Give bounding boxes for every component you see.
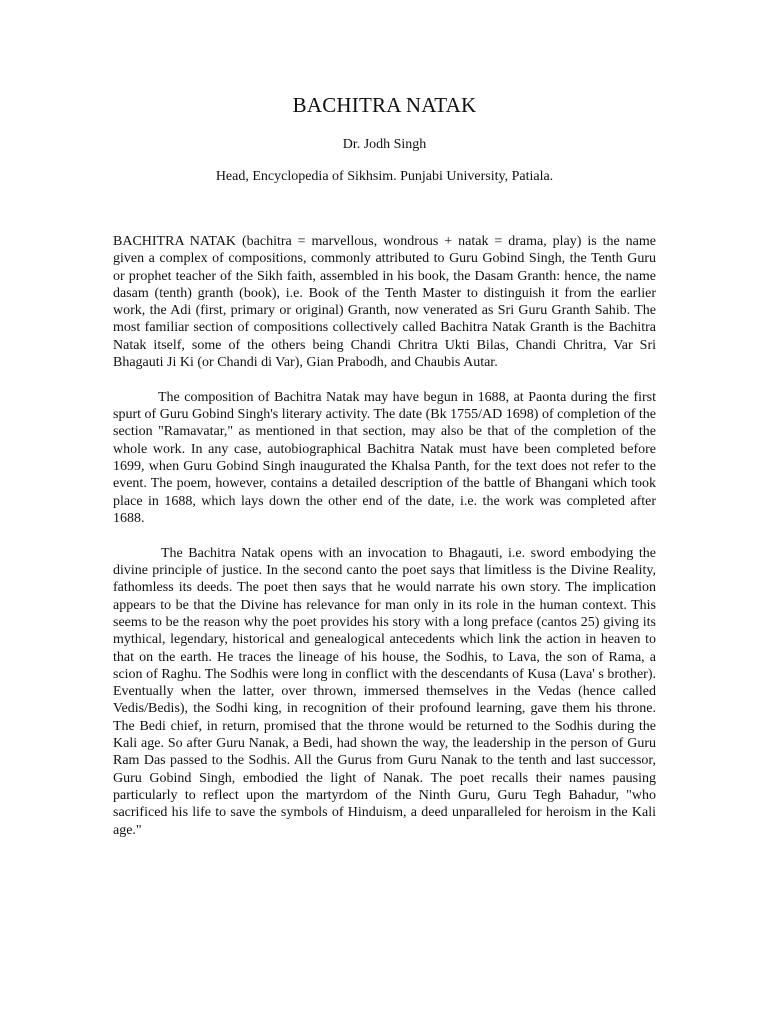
paragraph-composition-date: The composition of Bachitra Natak may have begun in 1688, at Paonta during the first spurt of Guru Gobind Singh's literary activity. The date (Bk 1755/AD 1698) of completion of the section "Ramavatar," as mentioned in that section, may also be that of the completion of the whole work. In any case, autobiographical Bachitra Natak must have been completed before 1699, when Guru Gobind Singh inaugurated the Khalsa Panth, for the text does not refer to the event. The poem, however, contains a detailed description of the battle of Bhangani which took place in 1688, which lays down the other end of the date, i.e. the work was completed after 1688.: [113, 389, 656, 526]
paragraph-intro: BACHITRA NATAK (bachitra = marvellous, wondrous + natak = drama, play) is the name given a complex of compositions, commonly attributed to Guru Gobind Singh, the Tenth Guru or prophet teacher of the Sikh faith, assembled in his book, the Dasam Granth: hence, the name dasam (tenth) granth (book), i.e. Book of the Tenth Master to distinguish it from the earlier work, the Adi (first, primary or original) Granth, now venerated as Sri Guru Granth Sahib. The most familiar section of compositions collectively called Bachitra Natak Granth is the Bachitra Natak itself, some of the others being Chandi Chritra Ukti Bilas, Chandi Chritra, Var Sri Bhagauti Ji Ki (or Chandi di Var), Gian Prabodh, and Chaubis Autar.: [113, 234, 656, 371]
author-name: Dr. Jodh Singh: [342, 137, 427, 152]
author-affiliation: Head, Encyclopedia of Sikhsim. Punjabi University, Patiala.: [215, 169, 554, 184]
document-body: [113, 233, 656, 839]
document-title: BACHITRA NATAK: [292, 93, 477, 117]
paragraph-invocation: The Bachitra Natak opens with an invocation to Bhagauti, i.e. sword embodying the divine principle of justice. In the second canto the poet says that limitless is the Divine Reality, fathomless its deeds. The poet then says that he would narrate his own story. The implication appears to be that the Divine has relevance for man only in its role in the human context. This seems to be the reason why the poet provides his story with a long preface (cantos 25) giving its mythical, legendary, historical and genealogical antecedents which link the action in heaven to that on the earth. He traces the lineage of his house, the Sodhis, to Lava, the son of Rama, a scion of Raghu. The Sodhis were long in conflict with the descendants of Kusa (Lava' s brother). Eventually when the latter, over thrown, immersed themselves in the Vedas (hence called Vedis/Bedis), the Sodhi king, in recognition of their profound learning, gave them his throne. The Bedi chief, in return, promised that the throne would be returned to the Sodhis during the Kali age. So after Guru Nanak, a Bedi, had shown the way, the leadership in the person of Guru Ram Das passed to the Sodhis. All the Gurus from Guru Nanak to the tenth and last successor, Guru Gobind Singh, embodied the light of Nanak. The poet recalls their names pausing particularly to reflect upon the martyrdom of the Ninth Guru, Guru Tegh Bahadur, "who sacrificed his life to save the symbols of Hinduism, a deed unparalleled for heroism in the Kali age.": [113, 545, 656, 838]
